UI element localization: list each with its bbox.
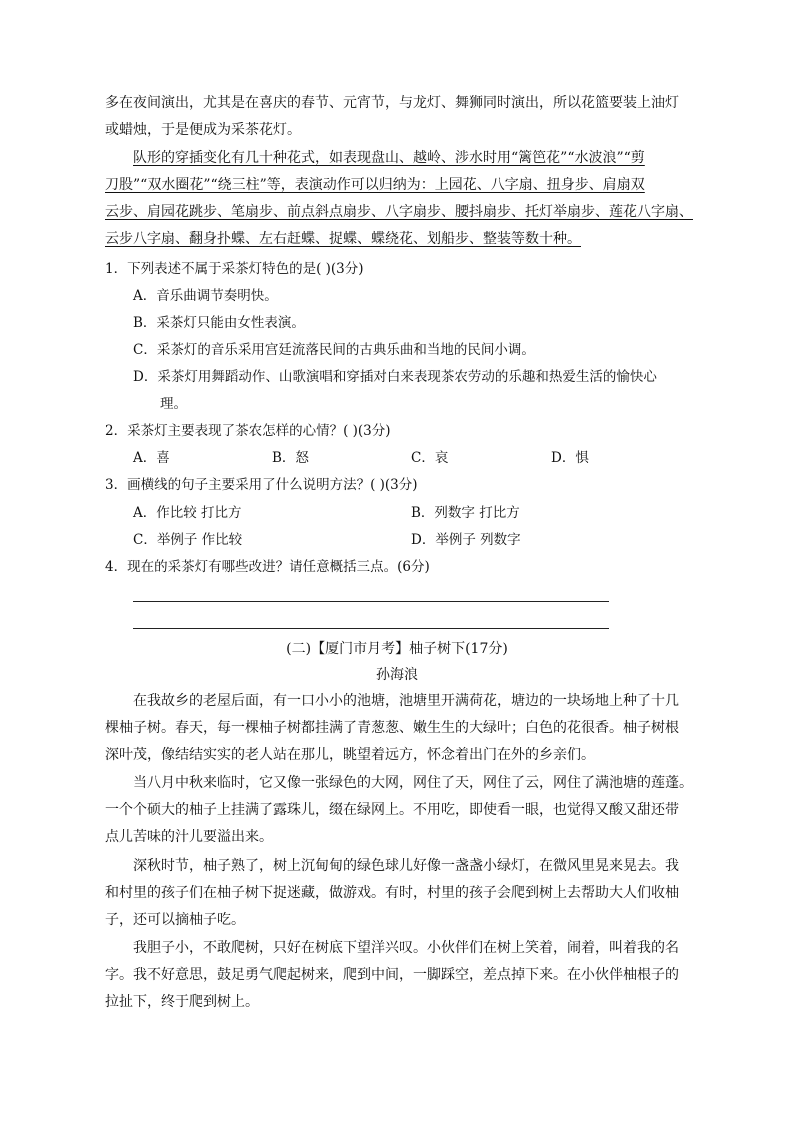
story-p2-line-2: 一个个硕大的柚子上挂满了露珠儿，缀在绿网上。不用吃，即使看一眼，也觉得又酸又甜还带 bbox=[105, 802, 679, 818]
question-3-option-b: B．列数字 打比方 bbox=[411, 505, 520, 521]
underlined-line-1: 队形的穿插变化有几十种花式，如表现盘山、越岭、涉水时用“篱笆花”“水波浪”“剪 bbox=[133, 150, 645, 166]
answer-line-2[interactable] bbox=[133, 628, 609, 629]
question-1-option-c: C．采茶灯的音乐采用宫廷流落民间的古典乐曲和当地的民间小调。 bbox=[133, 342, 535, 358]
question-2-option-c: C．哀 bbox=[411, 450, 449, 466]
question-3-option-d: D．举例子 列数字 bbox=[411, 532, 521, 548]
question-3-option-a: A．作比较 打比方 bbox=[133, 505, 242, 521]
question-2-stem: 2．采茶灯主要表现了茶农怎样的心情？( )(3分) bbox=[105, 423, 391, 439]
intro-line-2: 或蜡烛，于是便成为采茶花灯。 bbox=[105, 122, 301, 138]
question-1-option-d: D．采茶灯用舞蹈动作、山歌演唱和穿插对白来表现茶农劳动的乐趣和热爱生活的愉快心 bbox=[133, 369, 657, 385]
section-title: (二)【厦门市月考】柚子树下(17分) bbox=[286, 641, 508, 657]
story-p1-line-1: 在我故乡的老屋后面，有一口小小的池塘，池塘里开满荷花，塘边的一块场地上种了十几 bbox=[133, 693, 679, 709]
question-3-option-c: C．举例子 作比较 bbox=[133, 532, 243, 548]
story-p4-line-2: 字。我不好意思，鼓足勇气爬起树来，爬到中间，一脚踩空，差点掉下来。在小伙伴柚根子的 bbox=[105, 967, 679, 983]
underlined-line-2: 刀股”“双水圈花”“绕三柱”等，表演动作可以归纳为：上园花、八字扇、扭身步、肩扇双 bbox=[105, 177, 645, 193]
underlined-line-4: 云步八字扇、翻身扑蝶、左右赶蝶、捉蝶、蝶绕花、划船步、整装等数十种。 bbox=[105, 231, 581, 247]
question-1-option-b: B．采茶灯只能由女性表演。 bbox=[133, 315, 305, 331]
question-2-option-a: A．喜 bbox=[133, 450, 170, 466]
question-1-stem: 1．下列表述不属于采茶灯特色的是( )(3分) bbox=[105, 261, 364, 277]
answer-line-1[interactable] bbox=[133, 601, 609, 602]
question-4-stem: 4．现在的采茶灯有哪些改进？请任意概括三点。(6分) bbox=[105, 559, 430, 575]
question-3-stem: 3．画横线的句子主要采用了什么说明方法？( )(3分) bbox=[105, 477, 418, 493]
story-p4-line-1: 我胆子小，不敢爬树，只好在树底下望洋兴叹。小伙伴们在树上笑着，闹着，叫着我的名 bbox=[133, 940, 679, 956]
question-1-option-a: A．音乐曲调节奏明快。 bbox=[133, 288, 278, 304]
section-author: 孙海浪 bbox=[376, 667, 418, 683]
question-2-option-d: D．惧 bbox=[551, 450, 589, 466]
question-1-option-d-continuation: 理。 bbox=[160, 396, 187, 412]
story-p3-line-1: 深秋时节，柚子熟了，树上沉甸甸的绿色球儿好像一盏盏小绿灯，在微风里晃来晃去。我 bbox=[133, 858, 679, 874]
question-2-option-b: B．怒 bbox=[272, 450, 309, 466]
story-p1-line-2: 棵柚子树。春天，每一棵柚子树都挂满了青葱葱、嫩生生的大绿叶；白色的花很香。柚子树根 bbox=[105, 720, 679, 736]
story-p2-line-1: 当八月中秋来临时，它又像一张绿色的大网，网住了天，网住了云，网住了满池塘的莲蓬。 bbox=[133, 775, 693, 791]
intro-line-1: 多在夜间演出，尤其是在喜庆的春节、元宵节，与龙灯、舞狮同时演出，所以花篮要装上油灯 bbox=[105, 95, 679, 111]
story-p1-line-3: 深叶茂，像结结实实的老人站在那儿，眺望着远方，怀念着出门在外的乡亲们。 bbox=[105, 747, 595, 763]
underlined-line-3: 云步、肩园花跳步、笔扇步、前点斜点扇步、八字扇步、腰抖扇步、托灯举扇步、莲花八字扇、 bbox=[105, 204, 693, 220]
story-p4-line-3: 拉扯下，终于爬到树上。 bbox=[105, 994, 259, 1010]
story-p3-line-2: 和村里的孩子们在柚子树下捉迷藏，做游戏。有时，村里的孩子会爬到树上去帮助大人们收柚 bbox=[105, 885, 679, 901]
story-p2-line-3: 点儿苦味的汁儿要溢出来。 bbox=[105, 829, 273, 845]
story-p3-line-3: 子，还可以摘柚子吃。 bbox=[105, 912, 245, 928]
